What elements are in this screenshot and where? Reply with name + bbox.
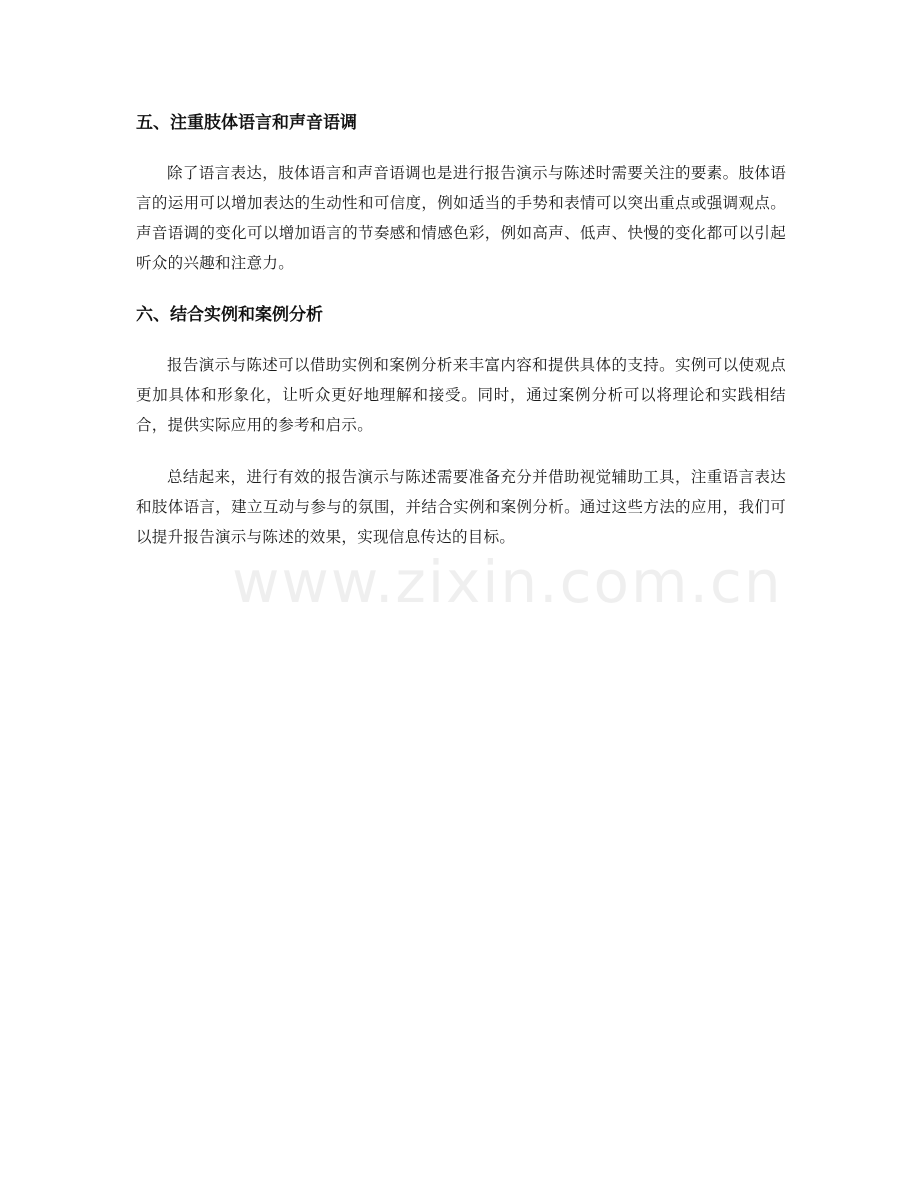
watermark: www.zixin.com.cn [232, 548, 783, 616]
section-5-paragraph: 除了语言表达，肢体语言和声音语调也是进行报告演示与陈述时需要关注的要素。肢体语言的运用可以增加表达的生动性和可信度，例如适当的手势和表情可以突出重点或强调观点。声音语调的变化可以增加语言的节奏感和情感色彩，例如高声、低声、快慢的变化都可以引起听众的兴趣和注意力。 [136, 164, 786, 272]
document-body [136, 108, 786, 574]
section-heading-6: 六、结合实例和案例分析 [136, 305, 323, 325]
section-heading-5: 五、注重肢体语言和声音语调 [136, 113, 357, 133]
summary-paragraph: 总结起来，进行有效的报告演示与陈述需要准备充分并借助视觉辅助工具，注重语言表达和肢体语言，建立互动与参与的氛围，并结合实例和案例分析。通过这些方法的应用，我们可以提升报告演示与陈述的效果，实现信息传达的目标。 [136, 468, 786, 546]
section-6-paragraph-1: 报告演示与陈述可以借助实例和案例分析来丰富内容和提供具体的支持。实例可以使观点更加具体和形象化，让听众更好地理解和接受。同时，通过案例分析可以将理论和实践相结合，提供实际应用的参考和启示。 [136, 356, 786, 434]
